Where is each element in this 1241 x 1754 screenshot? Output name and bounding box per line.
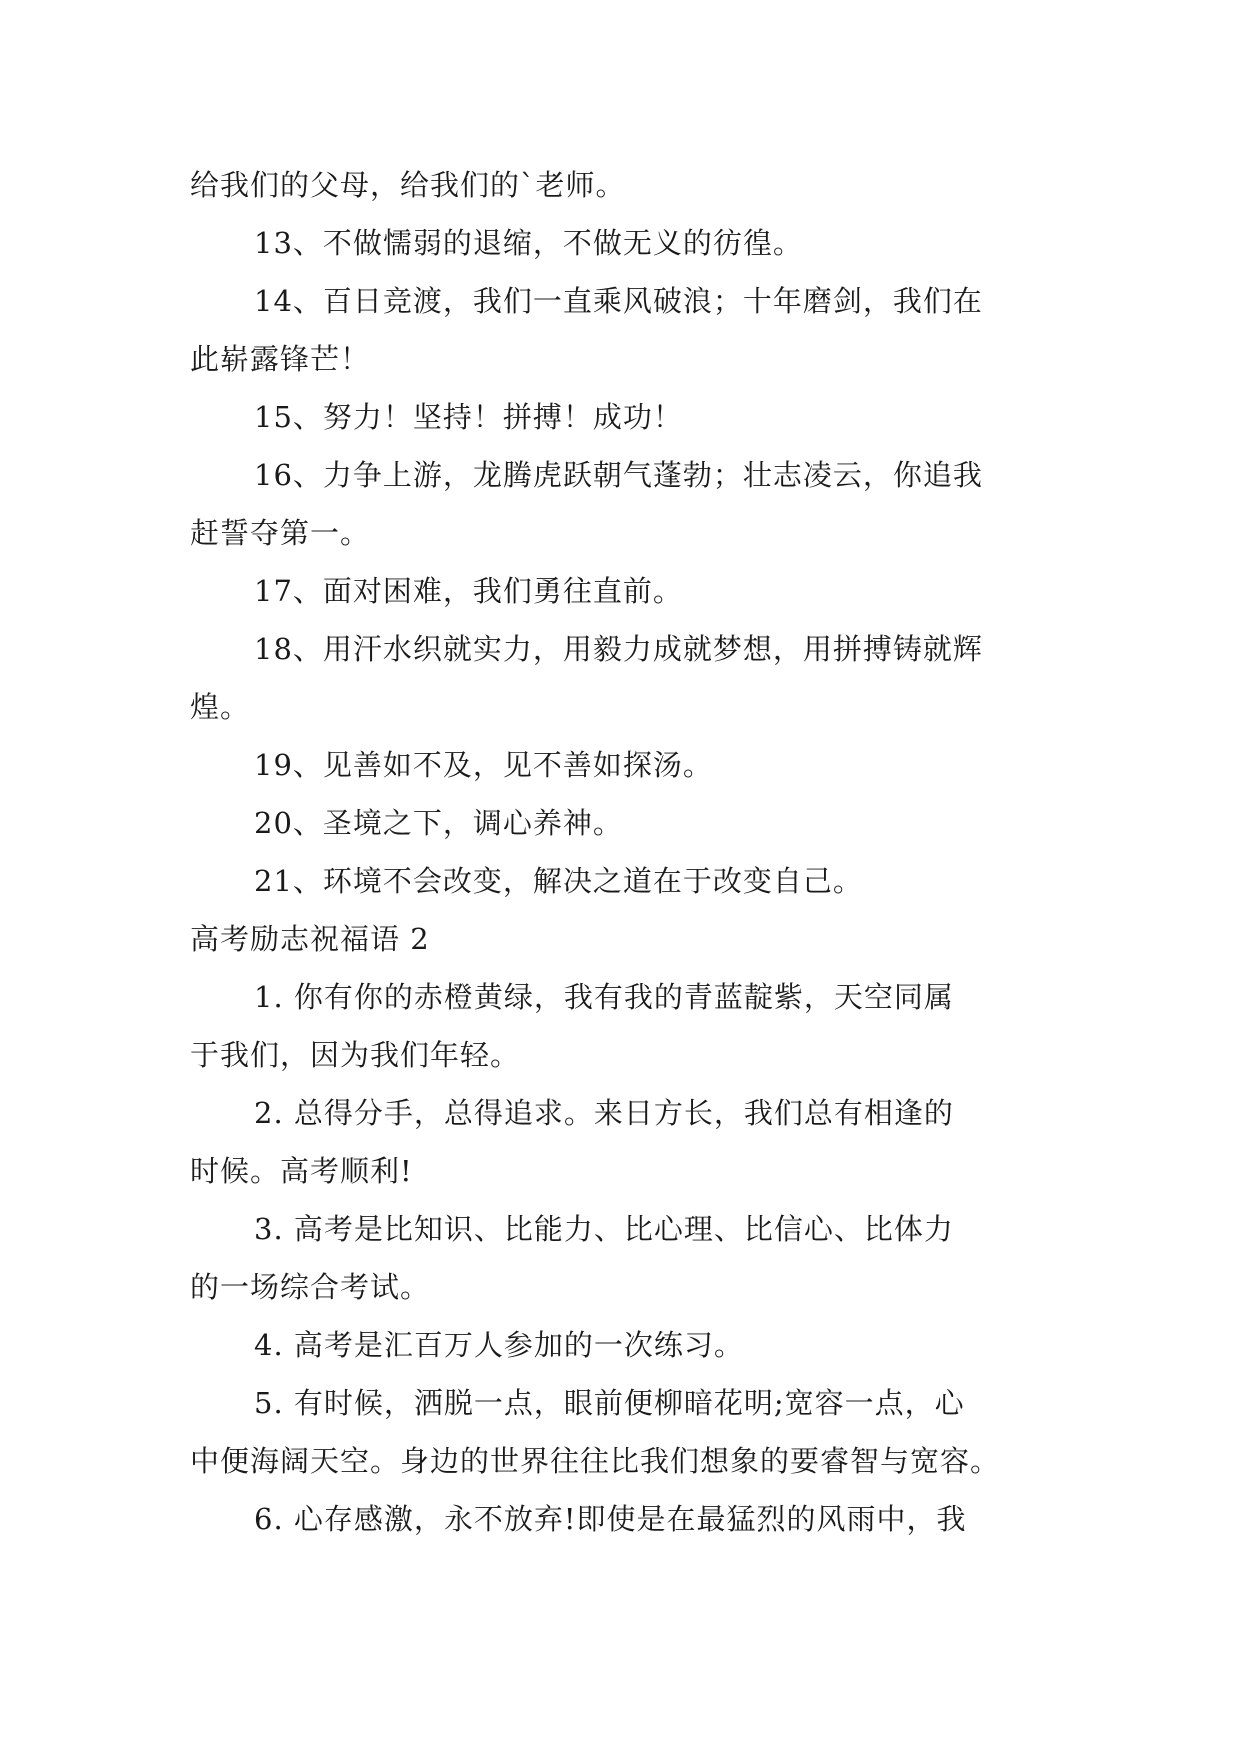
text-line: 13、不做懦弱的退缩，不做无义的彷徨。 [254,226,803,260]
text-line: 煌。 [190,690,251,724]
section-heading: 高考励志祝福语 2 [190,922,430,956]
text-line: 20、圣境之下，调心养神。 [254,806,623,840]
text-line: 3. 高考是比知识、比能力、比心理、比信心、比体力 [254,1212,954,1246]
text-line: 4. 高考是汇百万人参加的一次练习。 [254,1328,744,1362]
text-line: 于我们，因为我们年轻。 [190,1038,521,1072]
text-line: 18、用汗水织就实力，用毅力成就梦想，用拼搏铸就辉 [254,632,983,666]
text-line: 给我们的父母，给我们的`老师。 [190,168,626,202]
text-line: 此崭露锋芒！ [190,342,371,376]
text-line: 17、面对困难，我们勇往直前。 [254,574,683,608]
text-line: 15、努力！坚持！拼搏！成功！ [254,400,683,434]
text-line: 19、见善如不及，见不善如探汤。 [254,748,713,782]
text-line: 14、百日竞渡，我们一直乘风破浪；十年磨剑，我们在 [254,284,983,318]
text-line: 时候。高考顺利! [190,1154,413,1188]
text-line: 5. 有时候，洒脱一点，眼前便柳暗花明;宽容一点，心 [254,1386,965,1420]
text-line: 赶誓夺第一。 [190,516,371,550]
document-body [190,156,1056,1548]
text-line: 1. 你有你的赤橙黄绿，我有我的青蓝靛紫，天空同属 [254,980,954,1014]
text-line: 16、力争上游，龙腾虎跃朝气蓬勃；壮志凌云，你追我 [254,458,983,492]
text-line: 的一场综合考试。 [190,1270,431,1304]
text-line: 21、环境不会改变，解决之道在于改变自己。 [254,864,863,898]
text-line: 6. 心存感激，永不放弃!即使是在最猛烈的风雨中，我 [254,1502,967,1536]
text-line: 2. 总得分手，总得追求。来日方长，我们总有相逢的 [254,1096,954,1130]
text-line: 中便海阔天空。身边的世界往往比我们想象的要睿智与宽容。 [190,1444,1001,1478]
